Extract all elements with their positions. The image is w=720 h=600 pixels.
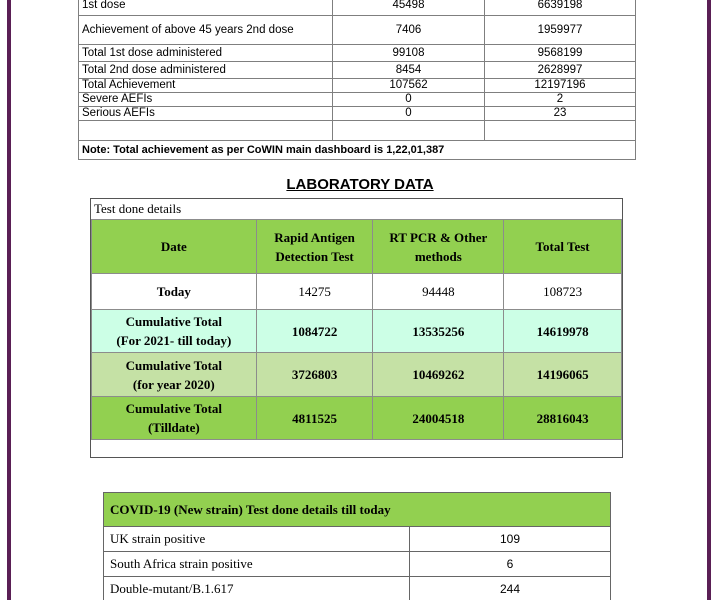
row-value-1: 45498	[333, 0, 485, 16]
laboratory-panel	[90, 198, 623, 458]
row-value-2: 12197196	[485, 79, 636, 93]
row-label: Severe AEFIs	[79, 93, 333, 107]
row-value-2: 2	[485, 93, 636, 107]
row-value-2: 6639198	[485, 0, 636, 16]
table-row	[104, 552, 611, 577]
header-rtpcr: RT PCR & Other methods	[373, 220, 504, 274]
row-label: Serious AEFIs	[79, 107, 333, 121]
row-label-line2: (Tilldate)	[147, 420, 200, 435]
vaccination-table	[78, 0, 636, 160]
row-value-1: 8454	[333, 62, 485, 79]
row-label-line1: Cumulative Total	[125, 357, 223, 373]
row-label	[92, 310, 257, 353]
table-row	[79, 62, 636, 79]
total-value: 14619978	[504, 310, 622, 353]
row-value-1: 99108	[333, 45, 485, 62]
rtpcr-value: 24004518	[373, 397, 504, 440]
row-label: Achievement of above 45 years 2nd dose	[79, 16, 333, 45]
spacer-row	[79, 121, 636, 141]
rat-value: 3726803	[256, 353, 373, 397]
table-row	[79, 45, 636, 62]
row-label	[92, 397, 257, 440]
header-date: Date	[92, 220, 257, 274]
strain-label: UK strain positive	[104, 527, 410, 552]
strain-value: 6	[410, 552, 611, 577]
header-rat: Rapid Antigen Detection Test	[256, 220, 373, 274]
dashboard-note: Note: Total achievement as per CoWIN main dashboard is 1,22,01,387	[79, 141, 636, 160]
row-label-line2: (For 2021- till today)	[116, 333, 232, 348]
rtpcr-value: 13535256	[373, 310, 504, 353]
row-label: Total 1st dose administered	[79, 45, 333, 62]
header-total: Total Test	[504, 220, 622, 274]
total-value: 108723	[504, 274, 622, 310]
total-value: 14196065	[504, 353, 622, 397]
table-row	[79, 79, 636, 93]
table-row	[104, 527, 611, 552]
row-value-1: 7406	[333, 16, 485, 45]
table-row	[92, 397, 622, 440]
table-header-row	[104, 493, 611, 527]
row-value-1: 0	[333, 107, 485, 121]
table-row	[92, 310, 622, 353]
row-value-1: 0	[333, 93, 485, 107]
rat-value: 1084722	[256, 310, 373, 353]
row-value-2: 9568199	[485, 45, 636, 62]
table-row	[104, 577, 611, 600]
rat-value: 14275	[256, 274, 373, 310]
rtpcr-value: 94448	[373, 274, 504, 310]
laboratory-title: LABORATORY DATA	[286, 176, 434, 193]
strain-table	[103, 492, 611, 600]
row-label: Total Achievement	[79, 79, 333, 93]
row-label: 1st dose	[79, 0, 333, 16]
laboratory-table	[91, 219, 622, 440]
row-label-line1: Cumulative Total	[125, 314, 223, 329]
rtpcr-value: 10469262	[373, 353, 504, 397]
strain-label: Double-mutant/B.1.617	[104, 577, 410, 600]
note-row	[79, 141, 636, 160]
strain-label: South Africa strain positive	[104, 552, 410, 577]
table-row	[92, 274, 622, 310]
row-label	[92, 353, 257, 397]
laboratory-caption: Test done details	[94, 201, 182, 216]
table-row	[79, 93, 636, 107]
table-row	[79, 0, 636, 16]
row-label: Total 2nd dose administered	[79, 62, 333, 79]
row-label-line2: (for year 2020)	[132, 376, 215, 392]
strain-title: COVID-19 (New strain) Test done details till today	[104, 493, 611, 527]
row-label: Today	[92, 274, 257, 310]
table-row	[92, 353, 622, 397]
row-value-1: 107562	[333, 79, 485, 93]
rat-value: 4811525	[256, 397, 373, 440]
strain-value: 244	[410, 577, 611, 600]
row-value-2: 23	[485, 107, 636, 121]
table-row	[79, 16, 636, 45]
table-header-row	[92, 220, 622, 274]
total-value: 28816043	[504, 397, 622, 440]
page-border-right	[707, 0, 711, 600]
page-border-left	[7, 0, 11, 600]
row-label-line1: Cumulative Total	[125, 401, 223, 416]
row-value-2: 1959977	[485, 16, 636, 45]
strain-value: 109	[410, 527, 611, 552]
row-value-2: 2628997	[485, 62, 636, 79]
table-row	[79, 107, 636, 121]
